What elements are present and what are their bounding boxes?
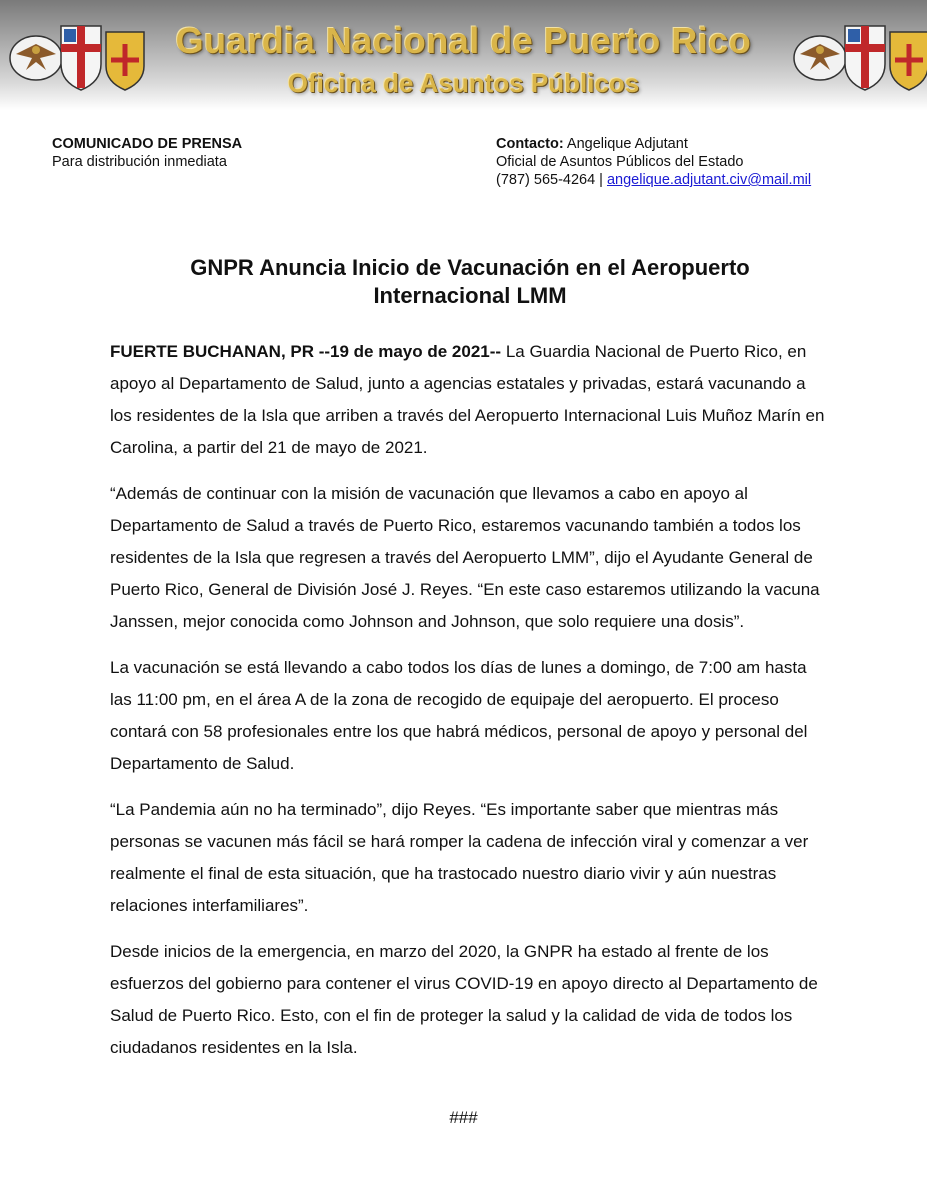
contact-email-link[interactable]: angelique.adjutant.civ@mail.mil: [606, 172, 812, 188]
paragraph-5: Desde inicios de la emergencia, en marzo del 2020, la GNPR ha estado al frente de los esfuerzos del gobierno para contener el virus COVID-19 en apoyo directo al Departamento de Salud de Puerto Rico. Esto, con el fin de proteger la salud y la calidad de vida de todos los ciudadanos residentes en la Isla.: [110, 942, 818, 1057]
contact-role: Oficial de Asuntos Públicos del Estado: [496, 154, 744, 170]
paragraph-1-text: La Guardia Nacional de Puerto Rico, en apoyo al Departamento de Salud, junto a agencias estatales y privadas, estará vacunando a los residentes de la Isla que arriben a través del Aeropuerto Internacional Luis Muñoz Marín en Carolina, a partir del 21 de mayo de 2021.: [110, 342, 825, 457]
release-label: COMUNICADO DE PRENSA: [52, 136, 243, 152]
paragraph-2: “Además de continuar con la misión de vacunación que llevamos a cabo en apoyo al Departamento de Salud a través de Puerto Rico, estaremos vacunando también a todos los residentes de la Isla que regresen a través del Aeropuerto LMM”, dijo el Ayudante General de Puerto Rico, General de División José J. Reyes. “En este caso estaremos utilizando la vacuna Janssen, mejor conocida como Johnson and Johnson, que solo requiere una dosis”.: [110, 484, 820, 631]
contact-line: [496, 135, 811, 153]
unit-emblems-right: [790, 14, 927, 94]
release-distribution: Para distribución inmediata: [52, 154, 227, 170]
dateline: FUERTE BUCHANAN, PR --19 de mayo de 2021--: [110, 342, 502, 361]
contact-phone: (787) 565-4264 |: [496, 172, 603, 188]
headline: [100, 254, 840, 310]
contact-block: [496, 135, 811, 189]
header-banner: [0, 0, 927, 110]
headline-line-1: GNPR Anuncia Inicio de Vacunación en el Aeropuerto: [190, 255, 750, 280]
banner-title: Guardia Nacional de Puerto Rico: [175, 20, 752, 61]
paragraph-1: [110, 336, 830, 464]
article-body: [110, 336, 830, 1078]
contact-label: Contacto:: [496, 136, 564, 152]
headline-line-2: Internacional LMM: [373, 283, 567, 308]
contact-name: Angelique Adjutant: [566, 136, 688, 152]
gold-shield-icon: [890, 32, 927, 90]
cross-shield-icon: [845, 26, 885, 90]
contact-phone-line: [496, 171, 811, 189]
paragraph-4: “La Pandemia aún no ha terminado”, dijo Reyes. “Es importante saber que mientras más personas se vacunen más fácil se hará romper la cadena de infección viral y comenzar a ver realmente el final de esta situación, que ha trastocado nuestro diario vivir y aún nuestras relaciones interfamiliares”.: [110, 800, 809, 915]
end-mark: ###: [449, 1108, 478, 1127]
eagle-emblem-icon: [794, 36, 846, 80]
banner-subtitle: Oficina de Asuntos Públicos: [287, 68, 640, 98]
release-block: [52, 135, 242, 171]
paragraph-3: La vacunación se está llevando a cabo todos los días de lunes a domingo, de 7:00 am hasta las 11:00 pm, en el área A de la zona de recogido de equipaje del aeropuerto. El proceso contará con 58 profesionales entre los que habrá médicos, personal de apoyo y personal del Departamento de Salud.: [110, 658, 808, 773]
